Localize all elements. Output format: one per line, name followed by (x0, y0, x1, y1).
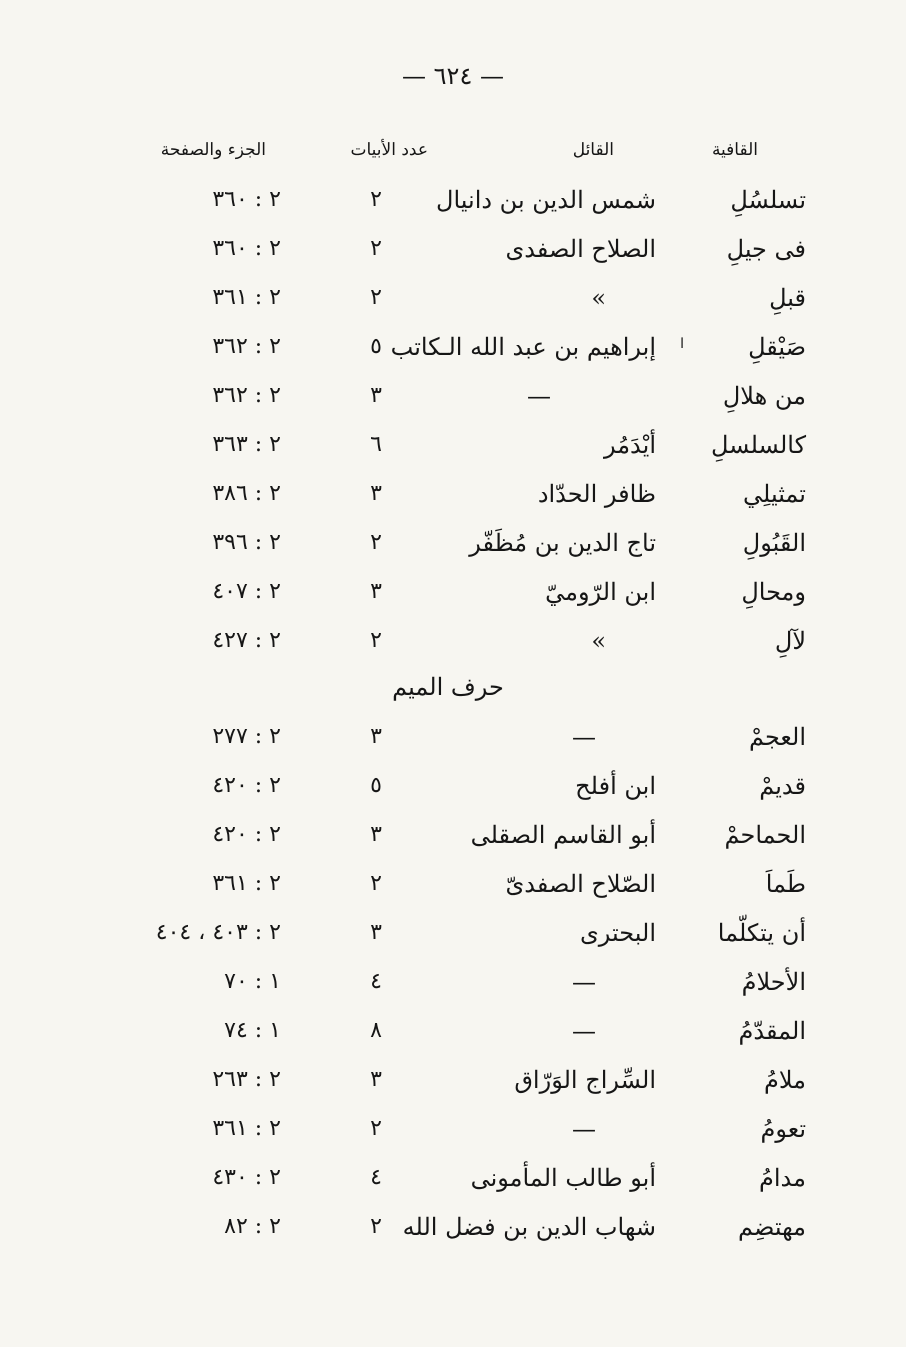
table-row (0, 818, 906, 866)
qafiya-cell: الحماحمْ (724, 821, 806, 849)
ref-cell: ١ : ٧٤ (224, 1018, 281, 1043)
qafiya-cell: المقدّمُ (738, 1017, 806, 1045)
qafiya-cell: العجمْ (748, 723, 806, 751)
count-cell: ٣ (370, 822, 382, 847)
qa-il-cell: » (591, 627, 606, 655)
qa-il-cell: ظافر الحدّاد (537, 480, 656, 508)
qa-il-cell: الصلاح الصفدى (505, 235, 656, 263)
qafiya-cell: فى جيلِ (726, 235, 806, 263)
header-qafiya: القافية (711, 140, 758, 160)
header-abyat-count: عدد الأبيات (350, 140, 428, 160)
qa-il-cell: البحترى (580, 919, 656, 947)
count-cell: ٢ (370, 1214, 382, 1239)
table-row (0, 1014, 906, 1062)
qafiya-cell: ملامُ (763, 1066, 806, 1094)
table-row (0, 379, 906, 427)
section-title-text: حرف الميم (392, 673, 504, 701)
qafiya-cell: القَبُولِ (742, 529, 806, 557)
qa-il-cell: — (572, 968, 596, 996)
qa-il-cell: أيْدَمُر (603, 431, 656, 459)
table-row (0, 769, 906, 817)
count-cell: ٢ (370, 628, 382, 653)
qa-il-cell: تاج الدين بن مُظَفّر (469, 529, 656, 557)
table-row (0, 1210, 906, 1258)
table-row (0, 281, 906, 329)
ref-cell: ٢ : ٢٦٣ (212, 1067, 281, 1092)
count-cell: ٣ (370, 724, 382, 749)
count-cell: ٢ (370, 530, 382, 555)
qa-il-cell: ابن أفلح (575, 772, 656, 800)
qa-il-cell: أبو طالب المأمونى (470, 1164, 656, 1192)
table-row (0, 232, 906, 280)
qafiya-cell: كالسلسلِ (711, 431, 806, 459)
count-cell: ٣ (370, 920, 382, 945)
qa-il-cell: شمس الدين بن دانيال (436, 186, 656, 214)
header-juz-safha: الجزء والصفحة (160, 140, 266, 160)
ref-cell: ٢ : ٨٢ (224, 1214, 281, 1239)
qafiya-cell: من هلالِ (722, 382, 806, 410)
count-cell: ٢ (370, 1116, 382, 1141)
qafiya-cell: لآلِ (774, 627, 806, 655)
qa-il-cell: شهاب الدين بن فضل الله (402, 1213, 656, 1241)
qafiya-cell: مهتضِم (738, 1213, 806, 1241)
qa-il-cell: أبو القاسم الصقلى (470, 821, 656, 849)
qafiya-cell: الأحلامُ (741, 968, 806, 996)
count-cell: ٤ (370, 1165, 382, 1190)
ref-cell: ٢ : ٣٩٦ (212, 530, 281, 555)
count-cell: ٢ (370, 187, 382, 212)
table-row (0, 575, 906, 623)
qafiya-cell: قديمْ (759, 772, 806, 800)
ref-cell: ٢ : ٣٦١ (212, 871, 281, 896)
ref-cell: ٢ : ٤٠٣ ، ٤٠٤ (155, 920, 281, 945)
qafiya-cell: صَيْقلِ (748, 333, 806, 361)
table-row (0, 330, 906, 378)
count-cell: ٣ (370, 481, 382, 506)
ref-cell: ٢ : ٣٦٢ (212, 334, 281, 359)
qafiya-cell: مدامُ (759, 1164, 806, 1192)
count-cell: ٣ (370, 1067, 382, 1092)
ref-cell: ٢ : ٤٢٠ (212, 822, 281, 847)
table-row (0, 428, 906, 476)
table-row (0, 1161, 906, 1209)
qa-il-cell: الصّلاح الصفدىّ (505, 870, 656, 898)
qa-il-cell: » (591, 284, 606, 312)
ref-cell: ٢ : ٣٦١ (212, 1116, 281, 1141)
table-row (0, 916, 906, 964)
qafiya-cell: تمثيلِي (743, 480, 806, 508)
qafiya-cell: طَماَ (765, 870, 806, 898)
header-qa-il: القائل (572, 140, 614, 160)
qa-il-cell: ابن الرّوميّ (545, 578, 656, 606)
qa-il-cell: — (572, 1017, 596, 1045)
table-row (0, 183, 906, 231)
table-row (0, 720, 906, 768)
ref-cell: ٢ : ٢٧٧ (212, 724, 281, 749)
ref-cell: ٢ : ٣٨٦ (212, 481, 281, 506)
count-cell: ٢ (370, 871, 382, 896)
ref-cell: ٢ : ٣٦٣ (212, 432, 281, 457)
ref-cell: ٢ : ٣٦٠ (212, 187, 281, 212)
count-cell: ٢ (370, 236, 382, 261)
ref-cell: ٢ : ٣٦١ (212, 285, 281, 310)
ref-cell: ٢ : ٤٠٧ (212, 579, 281, 604)
section-title (0, 673, 906, 701)
ref-cell: ٢ : ٣٦٠ (212, 236, 281, 261)
table-row (0, 624, 906, 672)
qafiya-cell: قبلِ (769, 284, 806, 312)
qafiya-cell: ومحالِ (741, 578, 806, 606)
count-cell: ٤ (370, 969, 382, 994)
ref-cell: ٢ : ٣٦٢ (212, 383, 281, 408)
stray-mark: ا (680, 336, 684, 352)
ref-cell: ٢ : ٤٢٠ (212, 773, 281, 798)
ref-cell: ١ : ٧٠ (224, 969, 281, 994)
count-cell: ٨ (370, 1018, 382, 1043)
qafiya-cell: تعومُ (760, 1115, 806, 1143)
qa-il-cell: — (527, 382, 551, 410)
table-row (0, 477, 906, 525)
count-cell: ٣ (370, 579, 382, 604)
count-cell: ٦ (370, 432, 382, 457)
qa-il-cell: — (572, 723, 596, 751)
ref-cell: ٢ : ٤٣٠ (212, 1165, 281, 1190)
count-cell: ٣ (370, 383, 382, 408)
qa-il-cell: — (572, 1115, 596, 1143)
qa-il-cell: السِّراج الوَرّاق (514, 1066, 656, 1094)
table-row (0, 526, 906, 574)
page-number: — ٦٢٤ — (402, 62, 504, 90)
table-row (0, 1112, 906, 1160)
qafiya-cell: أن يتكلّما (717, 919, 806, 947)
count-cell: ٥ (370, 334, 382, 359)
table-row (0, 1063, 906, 1111)
ref-cell: ٢ : ٤٢٧ (212, 628, 281, 653)
count-cell: ٢ (370, 285, 382, 310)
qa-il-cell: إبراهيم بن عبد الله الـكاتب (390, 333, 656, 361)
table-row (0, 965, 906, 1013)
qafiya-cell: تسلسُلِ (730, 186, 806, 214)
table-row (0, 867, 906, 915)
count-cell: ٥ (370, 773, 382, 798)
